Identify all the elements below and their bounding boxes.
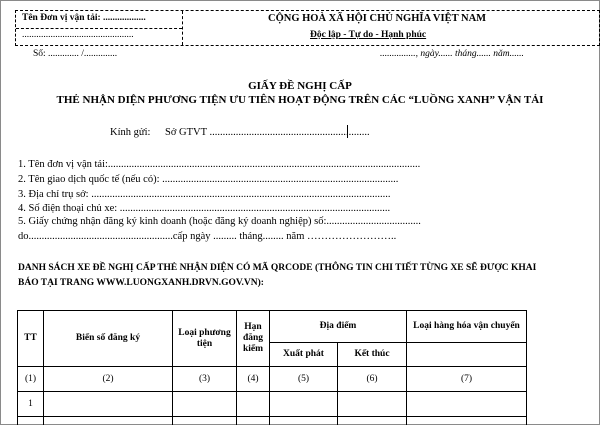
cell-type	[173, 417, 237, 425]
cell-plate	[44, 417, 173, 425]
cell-inspection	[237, 417, 270, 425]
table-header-row	[18, 311, 527, 343]
index-cell: (3)	[173, 367, 237, 392]
recipient-label: Kính gửi:	[110, 127, 151, 138]
field-owner-phone: 4. Số điện thoại chủ xe: .......................................................................................................	[18, 203, 391, 214]
list-heading-line-2: BÁO TẠI TRANG WWW.LUONGXANH.DRVN.GOV.VN):	[18, 278, 264, 288]
org-label: Tên Đơn vị vận tải: ..................	[22, 13, 146, 23]
table-index-row	[18, 367, 527, 392]
org-blank: ...............................................	[22, 30, 134, 40]
index-cell: (2)	[44, 367, 173, 392]
vehicle-table	[17, 310, 527, 425]
header-cargo-blank	[407, 343, 527, 367]
index-cell: (7)	[407, 367, 527, 392]
cell-cargo	[407, 417, 527, 425]
index-cell: (6)	[338, 367, 407, 392]
row-number: 1	[18, 392, 44, 417]
recipient-value: Sở GTVT .............................................................	[165, 127, 370, 138]
title-line-2: THẺ NHẬN DIỆN PHƯƠNG TIỆN ƯU TIÊN HOẠT ĐỘNG TRÊN CÁC “LUỒNG XANH” VẬN TẢI	[56, 94, 544, 106]
header-inspection: Hạn đăng kiểm	[237, 311, 270, 367]
index-cell: (5)	[270, 367, 338, 392]
field-company-name: 1. Tên đơn vị vận tải:.......................................................................................................................	[18, 159, 421, 170]
header-location: Địa điểm	[270, 311, 407, 343]
header-departure: Xuất phát	[270, 343, 338, 367]
cell-type	[173, 392, 237, 417]
cell-tt	[18, 417, 44, 425]
cell-departure	[270, 417, 338, 425]
table-row	[18, 417, 527, 425]
date-line: ..............., ngày...... tháng...... năm......	[380, 49, 524, 59]
cell-end	[338, 417, 407, 425]
document-number: Số: ............. /..............	[33, 49, 118, 59]
cell-inspection	[237, 392, 270, 417]
cell-plate	[44, 392, 173, 417]
header-tt: TT	[18, 311, 44, 367]
list-heading-line-1: DANH SÁCH XE ĐỀ NGHỊ CẤP THẺ NHẬN DIỆN CÓ MÃ QRCODE (THÔNG TIN CHI TIẾT TỪNG XE SẼ ĐƯỢC KHAI	[18, 263, 537, 273]
header-cargo: Loại hàng hóa vận chuyển	[407, 311, 527, 343]
header-end: Kết thúc	[338, 343, 407, 367]
table-row	[18, 392, 527, 417]
cell-end	[338, 392, 407, 417]
index-cell: (4)	[237, 367, 270, 392]
title-line-1: GIẤY ĐỀ NGHỊ CẤP	[248, 80, 352, 92]
country-name: CỘNG HOÀ XÃ HỘI CHỦ NGHĨA VIỆT NAM	[268, 13, 487, 24]
field-address: 3. Địa chỉ trụ sở: ..................................................................................................................	[18, 189, 391, 200]
cell-cargo	[407, 392, 527, 417]
field-business-license: 5. Giấy chứng nhận đăng ký kinh doanh (hoặc đăng ký doanh nghiệp) số:....................................	[18, 216, 421, 227]
header-plate: Biển số đăng ký	[44, 311, 173, 367]
header-midline	[16, 28, 182, 29]
cell-departure	[270, 392, 338, 417]
index-cell: (1)	[18, 367, 44, 392]
field-international-name: 2. Tên giao dịch quốc tế (nếu có): ..........................................................................................	[18, 174, 399, 185]
text-cursor	[347, 125, 348, 138]
national-motto: Độc lập - Tự do - Hạnh phúc	[310, 30, 427, 40]
header-vehicle-type: Loại phương tiện	[173, 311, 237, 367]
field-issued-by: do.......................................................cấp ngày ......... tháng........ năm ……………………..	[18, 231, 397, 242]
header-divider	[182, 11, 183, 45]
